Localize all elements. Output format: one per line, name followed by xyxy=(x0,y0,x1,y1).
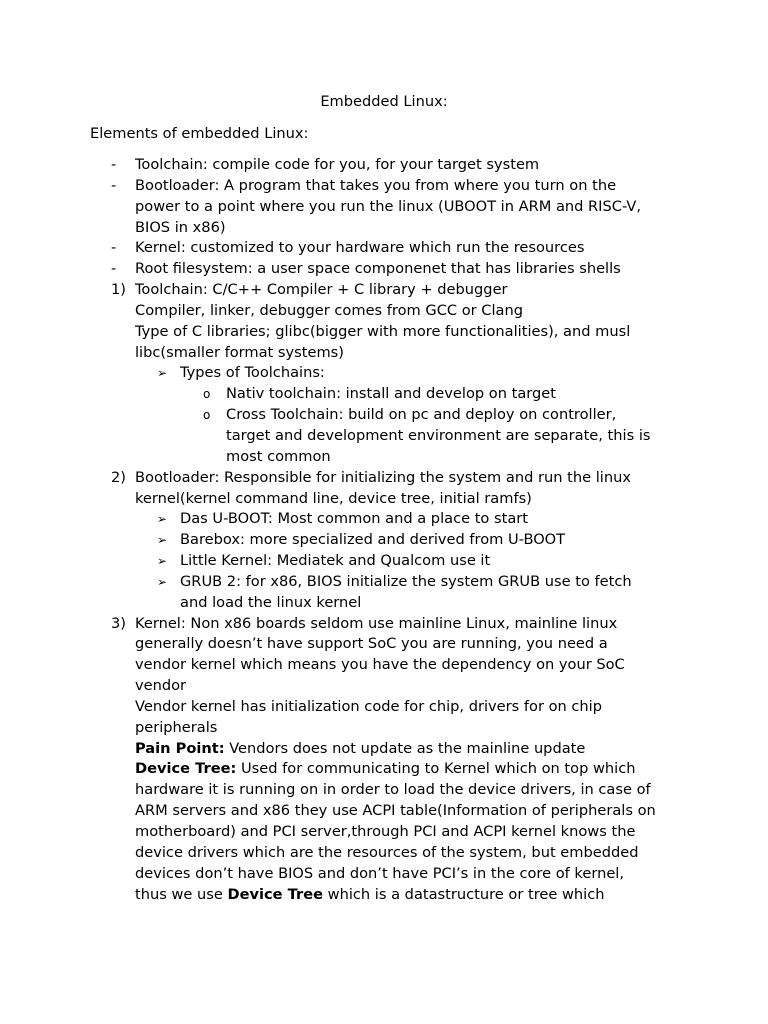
section-number: 3) xyxy=(111,614,126,632)
sub-sub-list-item xyxy=(0,384,768,405)
list-item-continuation xyxy=(0,218,768,239)
section-text: vendor xyxy=(135,677,187,695)
sub-list-text: Das U-BOOT: Most common and a place to start xyxy=(180,510,528,528)
list-item-text: power to a point where you run the linux (UBOOT in ARM and RISC-V, xyxy=(135,197,641,215)
section-line xyxy=(0,655,768,676)
section-text: Kernel: Non x86 boards seldom use mainline Linux, mainline linux xyxy=(135,614,618,632)
section-number: 1) xyxy=(111,281,126,299)
sub-list-text: Barebox: more specialized and derived from U-BOOT xyxy=(180,531,566,549)
section-heading-bootloader xyxy=(0,468,768,489)
section-text: which is a datastructure or tree which xyxy=(323,885,605,903)
section-number: 2) xyxy=(111,468,126,486)
section-text: Bootloader: Responsible for initializing the system and run the linux xyxy=(135,468,631,486)
section-line xyxy=(0,322,768,343)
arrow-bullet-icon: ➢ xyxy=(157,574,168,589)
list-item xyxy=(0,176,768,197)
sub-list-item xyxy=(0,572,768,593)
sub-sub-list-continuation xyxy=(0,447,768,468)
section-line xyxy=(0,718,768,739)
section-line xyxy=(0,697,768,718)
list-item xyxy=(0,238,768,259)
device-tree-text: Used for communicating to Kernel which on top which xyxy=(236,760,636,778)
list-item-continuation xyxy=(0,197,768,218)
section-text: device drivers which are the resources of the system, but embedded xyxy=(135,843,639,861)
sub-list-item xyxy=(0,363,768,384)
section-line xyxy=(0,489,768,510)
list-item-text: Root filesystem: a user space componenet that has libraries shells xyxy=(135,260,621,278)
sub-list-item xyxy=(0,551,768,572)
circle-bullet-icon: o xyxy=(203,387,211,402)
list-marker: - xyxy=(111,239,117,257)
device-tree-line xyxy=(0,759,768,780)
section-text: Vendor kernel has initialization code for chip, drivers for on chip xyxy=(135,697,602,715)
sub-sub-list-text: most common xyxy=(226,447,331,465)
sub-sub-list-item xyxy=(0,405,768,426)
section-line xyxy=(0,343,768,364)
list-item-text: BIOS in x86) xyxy=(135,218,226,236)
sub-list-continuation xyxy=(0,593,768,614)
section-line xyxy=(0,801,768,822)
list-item xyxy=(0,155,768,176)
section-line-last xyxy=(0,885,768,906)
section-heading-kernel xyxy=(0,614,768,635)
pain-point-line xyxy=(0,739,768,760)
arrow-bullet-icon: ➢ xyxy=(157,512,168,527)
section-line xyxy=(0,301,768,322)
section-line xyxy=(0,864,768,885)
section-text: generally doesn’t have support SoC you are running, you need a xyxy=(135,635,608,653)
list-marker: - xyxy=(111,260,117,278)
arrow-bullet-icon: ➢ xyxy=(157,366,168,381)
section-heading-toolchain xyxy=(0,280,768,301)
document-subtitle: Elements of embedded Linux: xyxy=(90,125,309,142)
sub-list-text: Little Kernel: Mediatek and Qualcom use it xyxy=(180,552,491,570)
list-item-text: Kernel: customized to your hardware which run the resources xyxy=(135,239,585,257)
sub-list-text: and load the linux kernel xyxy=(180,593,362,611)
section-text: Toolchain: C/C++ Compiler + C library + debugger xyxy=(135,281,508,299)
section-text: Type of C libraries; glibc(bigger with more functionalities), and musl xyxy=(135,322,631,340)
section-line xyxy=(0,676,768,697)
section-text: hardware it is running on in order to load the device drivers, in case of xyxy=(135,781,651,799)
arrow-bullet-icon: ➢ xyxy=(157,533,168,548)
sub-sub-list-continuation xyxy=(0,426,768,447)
list-marker: - xyxy=(111,176,117,194)
sub-list-item xyxy=(0,509,768,530)
list-marker: - xyxy=(111,156,117,173)
section-text: libc(smaller format systems) xyxy=(135,343,344,361)
section-text: Compiler, linker, debugger comes from GCC or Clang xyxy=(135,301,523,319)
section-line xyxy=(0,780,768,801)
section-line xyxy=(0,822,768,843)
list-item xyxy=(0,259,768,280)
circle-bullet-icon: o xyxy=(203,408,211,423)
pain-point-text: Vendors does not update as the mainline update xyxy=(224,739,586,757)
section-text: peripherals xyxy=(135,718,218,736)
list-item-text: Bootloader: A program that takes you from where you turn on the xyxy=(135,176,617,194)
document-title: Embedded Linux: xyxy=(320,93,448,110)
list-item-text: Toolchain: compile code for you, for your target system xyxy=(135,156,540,173)
arrow-bullet-icon: ➢ xyxy=(157,554,168,569)
sub-list-item xyxy=(0,530,768,551)
section-text: ARM servers and x86 they use ACPI table(Information of peripherals on xyxy=(135,802,656,820)
section-line xyxy=(0,634,768,655)
section-text: motherboard) and PCI server,through PCI and ACPI kernel knows the xyxy=(135,823,636,840)
sub-list-text: Types of Toolchains: xyxy=(180,364,325,382)
sub-sub-list-text: Nativ toolchain: install and develop on target xyxy=(226,385,556,403)
section-text: devices don’t have BIOS and don’t have PCI’s in the core of kernel, xyxy=(135,864,624,882)
sub-sub-list-text: target and development environment are separate, this is xyxy=(226,426,651,444)
device-tree-emphasis: Device Tree xyxy=(227,885,324,903)
pain-point-label: Pain Point: xyxy=(135,739,225,757)
section-line xyxy=(0,843,768,864)
sub-list-text: GRUB 2: for x86, BIOS initialize the system GRUB use to fetch xyxy=(180,572,632,590)
section-text: thus we use xyxy=(135,885,228,903)
document-body xyxy=(0,155,768,905)
section-text: vendor kernel which means you have the dependency on your SoC xyxy=(135,656,625,674)
section-text: kernel(kernel command line, device tree, initial ramfs) xyxy=(135,489,532,507)
device-tree-label: Device Tree: xyxy=(135,760,237,778)
sub-sub-list-text: Cross Toolchain: build on pc and deploy on controller, xyxy=(226,406,617,424)
